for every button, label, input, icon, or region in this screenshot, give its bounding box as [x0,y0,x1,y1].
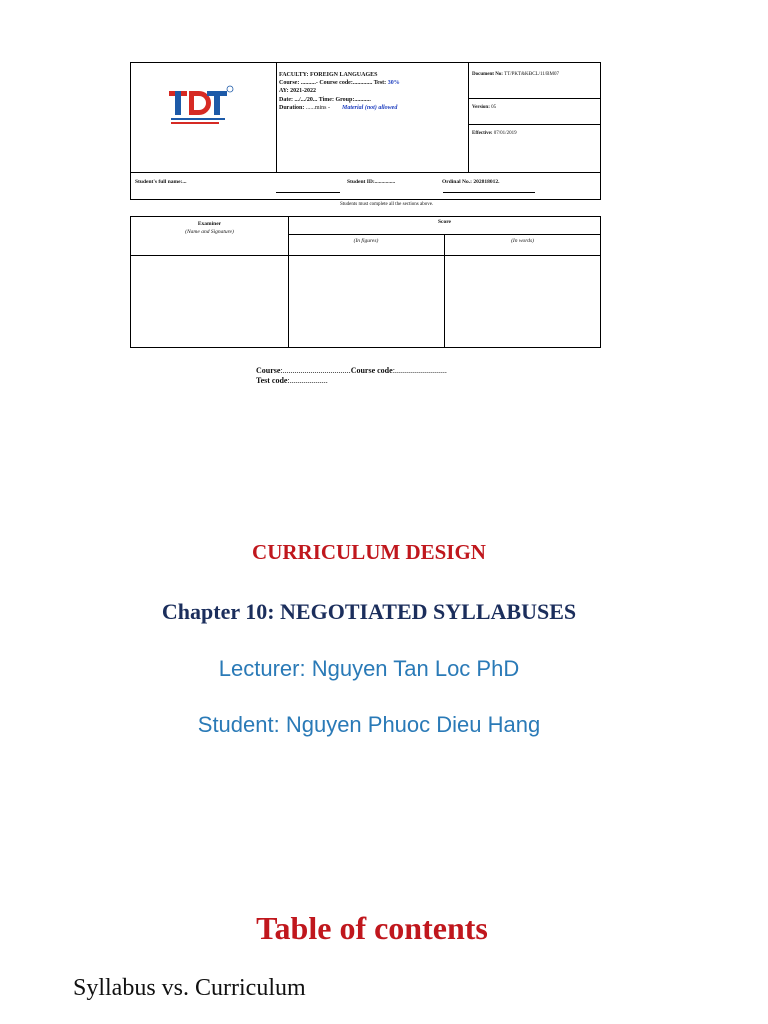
course-title: CURRICULUM DESIGN [252,540,486,564]
test-code-label: Test code [256,376,288,385]
student-id: Student ID:............... [347,179,396,185]
underline [276,192,340,193]
toc-item: Syllabus vs. Curriculum [73,975,306,1001]
score-table [130,216,601,348]
test-value: 30% [387,80,400,87]
course-code-label: Course code [350,366,393,375]
material-note: Material (not) allowed [342,104,398,111]
lecturer-line: Lecturer: Nguyen Tan Loc PhD [218,656,520,681]
faculty: FACULTY: FOREIGN LANGUAGES [279,72,378,78]
underline [443,192,535,193]
examiner-sub: (Name and Signature) [185,229,234,235]
in-words-header: (In words) [511,238,534,244]
student-line: Student: Nguyen Phuoc Dieu Hang [197,712,541,737]
effective-date: Effective: 07/01/2019 [472,131,517,136]
chapter-title: Chapter 10: NEGOTIATED SYLLABUSES [161,599,577,624]
duration-label: Duration: [279,104,305,111]
exam-header-table [130,62,601,173]
duration-value: ......mins - [305,104,331,111]
ordinal-number: Ordinal No.: 202818012. [442,179,500,185]
in-figures-header: (In figures) [353,238,379,244]
test-label: Test: [373,80,387,87]
student-full-name: Student's full name:... [135,179,187,185]
student-info-row [130,173,601,200]
completion-note: Students must complete all the sections above. [340,202,434,207]
course-label: Course [256,366,281,375]
examiner-header: Examiner [197,221,222,227]
document-no: Document No: TT/PKT&KĐCL/11/BM07 [472,72,559,77]
date-line: Date: .../.../20... Time: Group:........... [279,96,371,103]
score-header: Score [437,219,452,225]
course-line: Course: ..........- Course code:............. [279,80,373,87]
toc-heading: Table of contents [256,910,488,946]
academic-year: AY: 2021-2022 [279,88,317,95]
university-logo [167,81,237,129]
course-block: Course:..................................Course code:.......................... Test code:................... [256,366,447,385]
exam-info [279,71,400,112]
version: Version: 05 [472,105,497,110]
